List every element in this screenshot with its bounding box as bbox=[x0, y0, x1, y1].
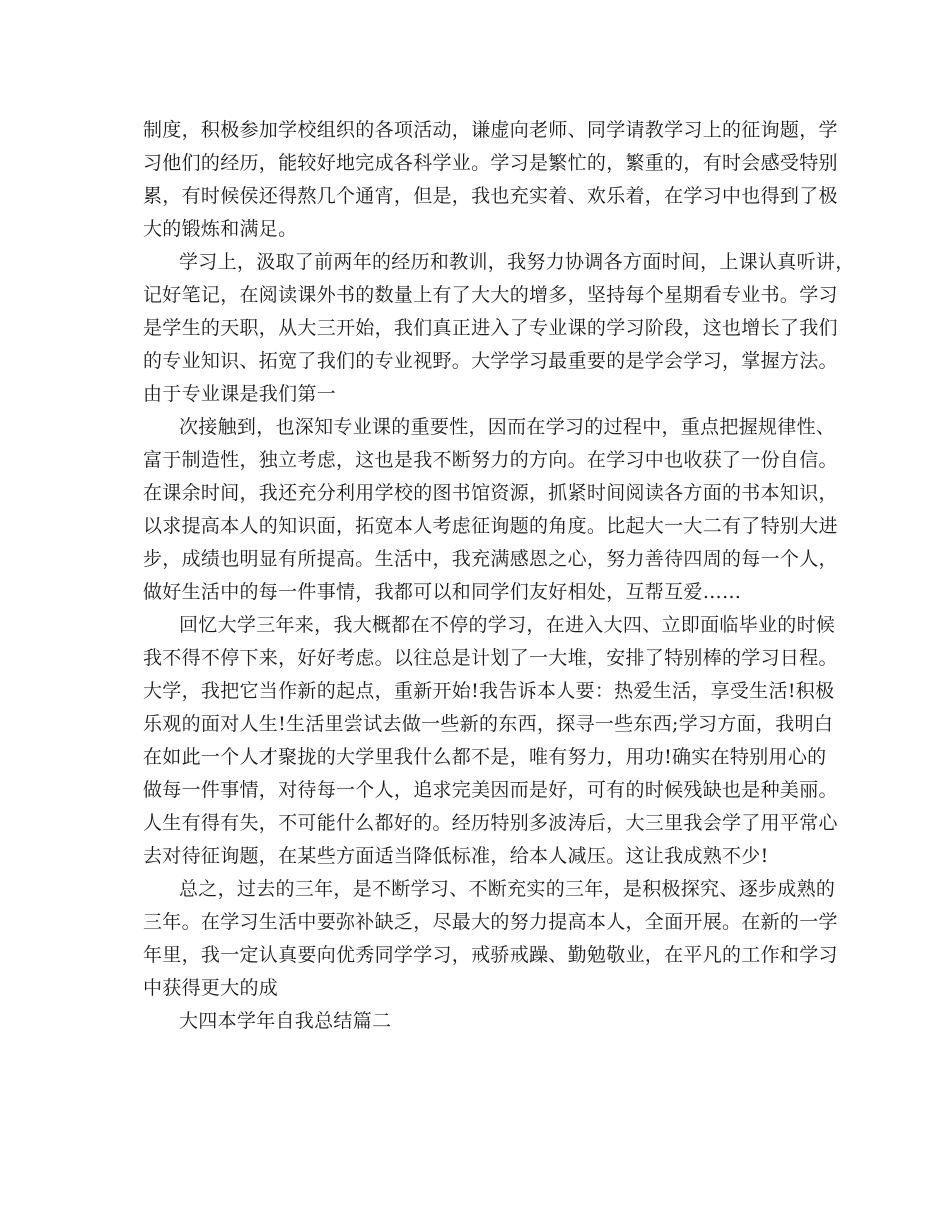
text-line: 习他们的经历，能较好地完成各科学业。学习是繁忙的，繁重的，有时会感受特别 bbox=[143, 152, 838, 174]
text-line: 由于专业课是我们第一 bbox=[143, 383, 337, 405]
text-line: 人生有得有失，不可能什么都好的。经历特别多波涛后，大三里我会学了用平常心 bbox=[143, 812, 838, 834]
text-line: 三年。在学习生活中要弥补缺乏，尽最大的努力提高本人，全面开展。在新的一学 bbox=[143, 911, 838, 933]
text-line: 大学，我把它当作新的起点，重新开始!我告诉本人要：热爱生活，享受生活!积极 bbox=[143, 680, 835, 702]
text-line: 记好笔记，在阅读课外书的数量上有了大大的增多，坚持每个星期看专业书。学习 bbox=[143, 284, 838, 306]
paragraph-first-line: 学习上，汲取了前两年的经历和教训，我努力协调各方面时间，上课认真听讲， bbox=[179, 251, 855, 273]
text-line: 累，有时候侯还得熬几个通宵，但是，我也充实着、欢乐着，在学习中也得到了极 bbox=[143, 185, 838, 207]
text-line: 富于制造性，独立考虑，这也是我不断努力的方向。在学习中也收获了一份自信。 bbox=[143, 449, 838, 471]
text-line: 步，成绩也明显有所提高。生活中，我充满感恩之心，努力善待四周的每一个人， bbox=[143, 548, 838, 570]
text-line: 年里，我一定认真要向优秀同学学习，戒骄戒躁、勤勉敬业，在平凡的工作和学习 bbox=[143, 944, 838, 966]
text-line: 在如此一个人才聚拢的大学里我什么都不是，唯有努力，用功!确实在特别用心的 bbox=[143, 746, 827, 768]
text-line: 以求提高本人的知识面，拓宽本人考虑征询题的角度。比起大一大二有了特别大进 bbox=[143, 515, 838, 537]
text-line: 做每一件事情，对待每一个人，追求完美因而是好，可有的时候残缺也是种美丽。 bbox=[143, 779, 838, 801]
paragraph-first-line: 回忆大学三年来，我大概都在不停的学习，在进入大四、立即面临毕业的时候 bbox=[179, 614, 836, 636]
text-line: 在课余时间，我还充分利用学校的图书馆资源，抓紧时间阅读各方面的书本知识， bbox=[143, 482, 838, 504]
text-line: 我不得不停下来，好好考虑。以往总是计划了一大堆，安排了特别棒的学习日程。 bbox=[143, 647, 838, 669]
text-line: 乐观的面对人生!生活里尝试去做一些新的东西，探寻一些东西;学习方面，我明白 bbox=[143, 713, 834, 735]
text-line: 是学生的天职，从大三开始，我们真正进入了专业课的学习阶段，这也增长了我们 bbox=[143, 317, 838, 339]
text-line: 中获得更大的成 bbox=[143, 977, 279, 999]
paragraph-first-line: 次接触到，也深知专业课的重要性，因而在学习的过程中，重点把握规律性、 bbox=[179, 416, 836, 438]
text-line: 制度，积极参加学校组织的各项活动，谦虚向老师、同学请教学习上的征询题，学 bbox=[143, 119, 838, 141]
paragraph-first-line: 总之，过去的三年，是不断学习、不断充实的三年，是积极探究、逐步成熟的 bbox=[179, 878, 836, 900]
text-line: 的专业知识、拓宽了我们的专业视野。大学学习最重要的是学会学习，掌握方法。 bbox=[143, 350, 838, 372]
text-line: 去对待征询题，在某些方面适当降低标准，给本人减压。这让我成熟不少! bbox=[143, 845, 769, 867]
text-line: 做好生活中的每一件事情，我都可以和同学们友好相处，互帮互爱…… bbox=[143, 581, 742, 603]
text-line: 大的锻炼和满足。 bbox=[143, 218, 298, 240]
section-heading: 大四本学年自我总结篇二 bbox=[179, 1010, 392, 1032]
